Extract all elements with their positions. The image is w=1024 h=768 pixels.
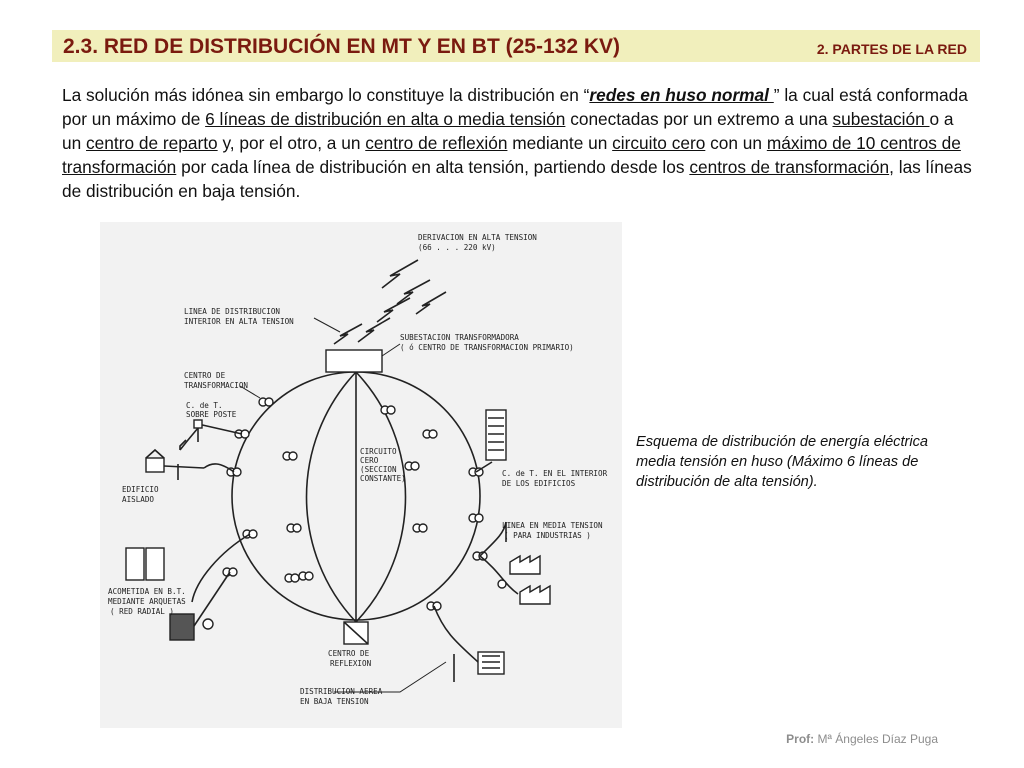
underlined-subestacion: subestación bbox=[832, 108, 930, 129]
text-run: La solución más idónea sin embargo lo constituye la distribución en “ bbox=[62, 85, 590, 105]
label-edificio-aislado-2: AISLADO bbox=[122, 495, 155, 504]
factory bbox=[520, 586, 550, 604]
footer-author bbox=[786, 732, 938, 746]
label-circuito-cero-2: CERO bbox=[360, 456, 379, 465]
label-centro-reflexion: CENTRO DE bbox=[328, 649, 370, 658]
label-circuito-cero-3: (SECCION bbox=[360, 465, 397, 474]
branch-line bbox=[164, 466, 204, 468]
text-run: ” la cual está conformada por un máximo de bbox=[62, 85, 968, 129]
interior-line bbox=[307, 372, 357, 622]
text-run: , las líneas de distribución en baja tensión. bbox=[62, 156, 972, 201]
footer-name: Mª Ángeles Díaz Puga bbox=[814, 732, 938, 746]
underlined-centro-reflexion: centro de reflexión bbox=[365, 132, 508, 153]
label-linea-media-2: ( PARA INDUSTRIAS ) bbox=[504, 531, 591, 540]
diagram-caption: Esquema de distribución de energía eléctrica media tensión en huso (Máximo 6 líneas de distribución de alta tensión). bbox=[636, 434, 929, 490]
leader bbox=[314, 318, 340, 332]
text-run: por cada línea de distribución en alta tensión, partiendo desde los bbox=[176, 156, 690, 177]
label-circuito-cero-4: CONSTANTE) bbox=[360, 474, 406, 483]
label-acometida-2: MEDIANTE ARQUETAS bbox=[108, 597, 186, 606]
title-bar bbox=[52, 30, 980, 62]
text-run: con un bbox=[705, 132, 767, 153]
label-linea-interior: LINEA DE DISTRIBUCION bbox=[184, 307, 281, 316]
label-acometida-3: ( RED RADIAL ) bbox=[110, 607, 175, 616]
label-linea-interior-2: INTERIOR EN ALTA TENSION bbox=[184, 317, 294, 326]
underlined-centro-reparto: centro de reparto bbox=[86, 132, 218, 153]
underlined-lineas: 6 líneas de distribución en alta o media tensión bbox=[205, 108, 566, 129]
label-subestacion-2: ( ó CENTRO DE TRANSFORMACION PRIMARIO) bbox=[400, 343, 574, 352]
underlined-centros-transformacion: centros de transformación bbox=[689, 156, 890, 177]
label-cdet-poste-2: SOBRE POSTE bbox=[186, 410, 237, 419]
radial-building bbox=[146, 548, 164, 580]
underlined-circuito-cero: circuito cero bbox=[612, 132, 706, 153]
right-side-elements bbox=[434, 410, 550, 682]
label-centro-transformacion-2: TRANSFORMACION bbox=[184, 381, 249, 390]
label-distribucion-aerea: DISTRIBUCION AEREA bbox=[300, 687, 383, 696]
label-cdet-interior-2: DE LOS EDIFICIOS bbox=[502, 479, 576, 488]
pole-drop bbox=[180, 428, 198, 450]
page-title: 2.3. RED DE DISTRIBUCIÓN EN MT Y EN BT (25-132 KV) bbox=[63, 35, 621, 58]
label-cdet-poste: C. de T. bbox=[186, 401, 223, 410]
label-edificio-aislado: EDIFICIO bbox=[122, 485, 159, 494]
label-circuito-cero: CIRCUITO bbox=[360, 447, 397, 456]
section-label: 2. PARTES DE LA RED bbox=[816, 41, 967, 57]
label-distribucion-aerea-2: EN BAJA TENSION bbox=[300, 697, 369, 706]
footer-prefix: Prof: bbox=[786, 732, 815, 746]
text-run: o a un bbox=[62, 108, 954, 153]
hv-arrow bbox=[397, 280, 430, 304]
highlight-redes-en-huso: redes en huso normal bbox=[589, 85, 774, 105]
branch-line bbox=[476, 462, 492, 472]
branch-line bbox=[434, 606, 478, 662]
substation-box bbox=[326, 350, 382, 372]
branch-line bbox=[198, 424, 242, 434]
hv-arrow bbox=[358, 318, 390, 342]
hv-arrow bbox=[377, 298, 410, 322]
label-derivacion-range: (66 . . . 220 kV) bbox=[418, 243, 496, 252]
meter bbox=[498, 580, 506, 588]
hv-arrow bbox=[416, 292, 446, 314]
isolated-building bbox=[146, 458, 164, 472]
hv-arrow bbox=[334, 324, 362, 344]
radial-building bbox=[170, 614, 194, 640]
hv-arrows bbox=[334, 260, 446, 344]
underlined-maximo-centros: máximo de 10 centros de transformación bbox=[62, 132, 961, 177]
label-centro-reflexion-2: REFLEXION bbox=[330, 659, 372, 668]
body-paragraph bbox=[62, 84, 977, 204]
text-run: mediante un bbox=[507, 132, 613, 153]
leader-lines bbox=[240, 318, 446, 692]
text-run: conectadas por un extremo a una bbox=[565, 108, 833, 129]
isolated-building-roof bbox=[146, 450, 164, 458]
label-derivacion: DERIVACION EN ALTA TENSION bbox=[418, 233, 537, 242]
factory bbox=[510, 556, 540, 574]
label-cdet-interior: C. de T. EN EL INTERIOR bbox=[502, 469, 608, 478]
leader bbox=[382, 344, 400, 356]
branch-line bbox=[194, 572, 230, 626]
diagram-drawing bbox=[100, 222, 622, 728]
text-run: y, por el otro, a un bbox=[217, 132, 366, 153]
label-centro-transformacion: CENTRO DE bbox=[184, 371, 226, 380]
manhole bbox=[203, 619, 213, 629]
label-subestacion: SUBESTACION TRANSFORMADORA bbox=[400, 333, 519, 342]
label-linea-media: LINEA EN MEDIA TENSION bbox=[502, 521, 603, 530]
pole-transformer bbox=[194, 420, 202, 428]
distribution-diagram bbox=[100, 222, 622, 728]
label-acometida: ACOMETIDA EN B.T. bbox=[108, 587, 186, 596]
hv-arrow bbox=[382, 260, 418, 288]
radial-building bbox=[126, 548, 144, 580]
